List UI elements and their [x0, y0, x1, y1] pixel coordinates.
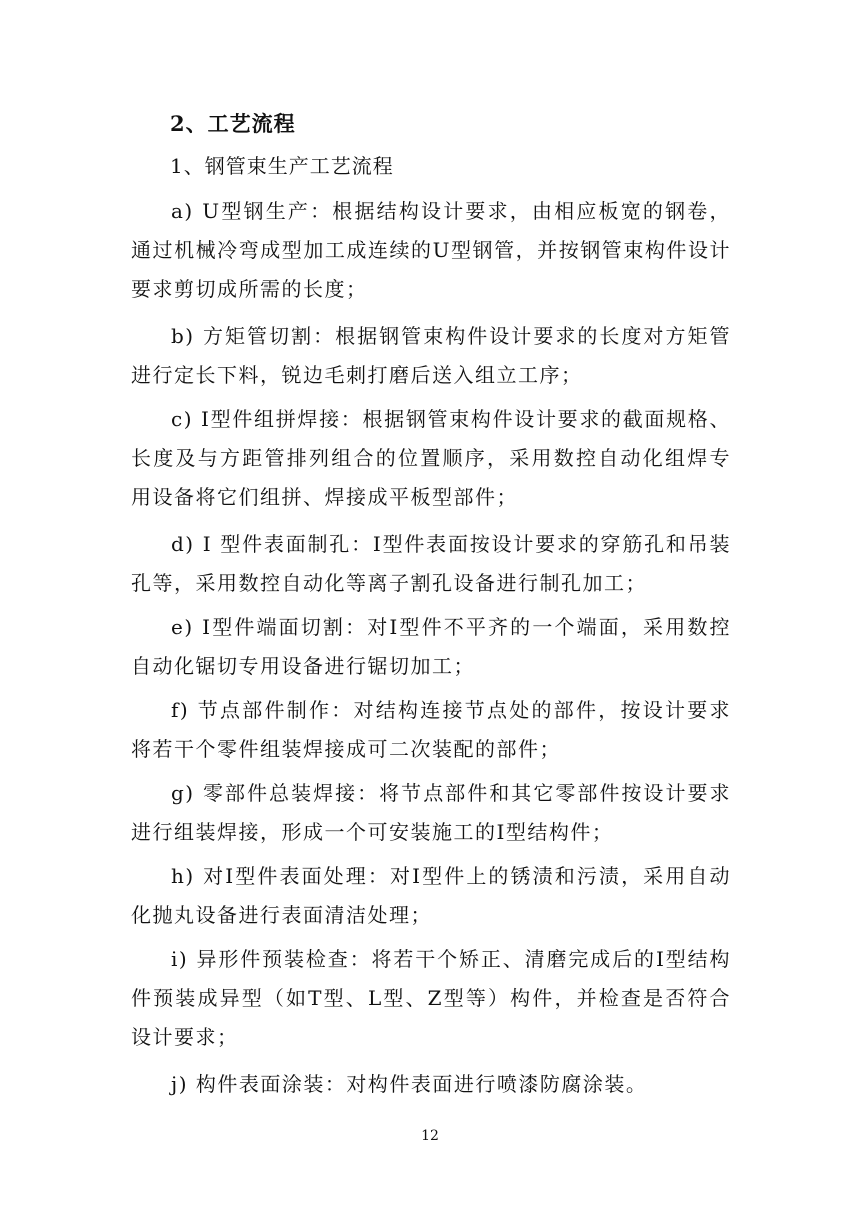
page-number: 12 — [421, 1128, 439, 1144]
process-step-j: j) 构件表面涂装：对构件表面进行喷漆防腐涂装。 — [171, 1072, 648, 1096]
process-step-g: g) 零部件总装焊接：将节点部件和其它零部件按设计要求进行组装焊接，形成一个可安装施工的I型结构件； — [131, 781, 731, 844]
process-step-f: f) 节点部件制作：对结构连接节点处的部件，按设计要求将若干个零件组装焊接成可二次装配的部件； — [131, 698, 731, 761]
section-heading: 2、工艺流程 — [170, 111, 296, 136]
process-step-h: h) 对I型件表面处理：对I型件上的锈渍和污渍，采用自动化抛丸设备进行表面清洁处理； — [131, 864, 731, 927]
process-step-b: b) 方矩管切割：根据钢管束构件设计要求的长度对方矩管进行定长下料，锐边毛刺打磨后送入组立工序； — [131, 324, 731, 387]
process-step-e: e) I型件端面切割：对I型件不平齐的一个端面，采用数控自动化锯切专用设备进行锯切加工； — [131, 615, 731, 678]
process-step-a: a) U型钢生产：根据结构设计要求，由相应板宽的钢卷，通过机械冷弯成型加工成连续的U型钢管，并按钢管束构件设计要求剪切成所需的长度； — [131, 199, 731, 301]
process-step-c: c) I型件组拼焊接：根据钢管束构件设计要求的截面规格、长度及与方距管排列组合的位置顺序，采用数控自动化组焊专用设备将它们组拼、焊接成平板型部件； — [131, 407, 731, 509]
process-step-d: d) I 型件表面制孔：I型件表面按设计要求的穿筋孔和吊装孔等，采用数控自动化等离子割孔设备进行制孔加工； — [131, 532, 731, 595]
subsection-heading: 1、钢管束生产工艺流程 — [170, 154, 394, 178]
process-step-i: i) 异形件预装检查：将若干个矫正、清磨完成后的I型结构件预装成异型（如T型、L型、Z型等）构件，并检查是否符合设计要求； — [131, 947, 731, 1049]
